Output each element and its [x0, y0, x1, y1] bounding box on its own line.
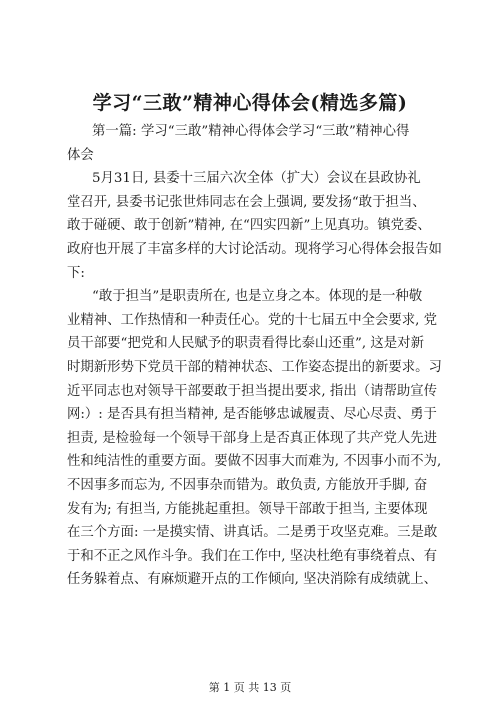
body-line: 第一篇: 学习“三敢”精神心得体会学习“三敢”精神心得: [92, 124, 410, 139]
body-line: 任务躲着点、有麻烦避开点的工作倾向, 坚决消除有成绩就上、: [67, 572, 438, 588]
body-line: 体会: [67, 147, 94, 163]
body-line: 敢于碰硬、敢于创新”精神, 在“四实四新”上见真功。镇党委、: [67, 218, 431, 234]
body-line: 在三个方面: 一是摸实情、讲真话。二是勇于攻坚克难。三是敢: [67, 525, 438, 541]
body-line: “敢于担当”是职责所在, 也是立身之本。体现的是一种敬: [92, 289, 423, 305]
body-line: 近平同志也对领导干部要敢于担当提出要求, 指出（请帮助宣传: [67, 383, 438, 399]
body-line: 发有为; 有担当, 方能挑起重担。领导干部敢于担当, 主要体现: [67, 501, 428, 517]
body-line: 下:: [67, 265, 85, 281]
body-line: 堂召开, 县委书记张世炜同志在会上强调, 要发扬“敢于担当、: [67, 194, 426, 210]
body-line: 5月31日, 县委十三届六次全体（扩大）会议在县政协礼: [92, 171, 421, 187]
document-body: [67, 120, 442, 592]
body-line: 政府也开展了丰富多样的大讨论活动。现将学习心得体会报告如: [67, 241, 442, 257]
body-line: 于和不正之风作斗争。我们在工作中, 坚决杜绝有事绕着点、有: [67, 548, 438, 564]
body-line: 性和纯洁性的重要方面。要做不因事大而难为, 不因事小而不为,: [67, 454, 442, 470]
body-line: 不因事多而忘为, 不因事杂而错为。敢负责, 方能放开手脚, 奋: [67, 477, 428, 493]
body-line: 网:）: 是否具有担当精神, 是否能够忠诚履责、尽心尽责、勇于: [67, 407, 437, 423]
body-line: 业精神、工作热情和一种责任心。党的十七届五中全会要求, 党: [67, 312, 438, 328]
body-line: 担责, 是检验每一个领导干部身上是否真正体现了共产党人先进: [67, 430, 438, 446]
document-title: 学习“三敢”精神心得体会(精选多篇): [92, 92, 408, 114]
body-line: 时期新形势下党员干部的精神状态、工作姿态提出的新要求。习: [67, 359, 442, 375]
body-line: 员干部要“把党和人民赋予的职责看得比泰山还重”, 这是对新: [67, 336, 424, 352]
page-footer: 第 1 页 共 13 页: [208, 681, 292, 694]
